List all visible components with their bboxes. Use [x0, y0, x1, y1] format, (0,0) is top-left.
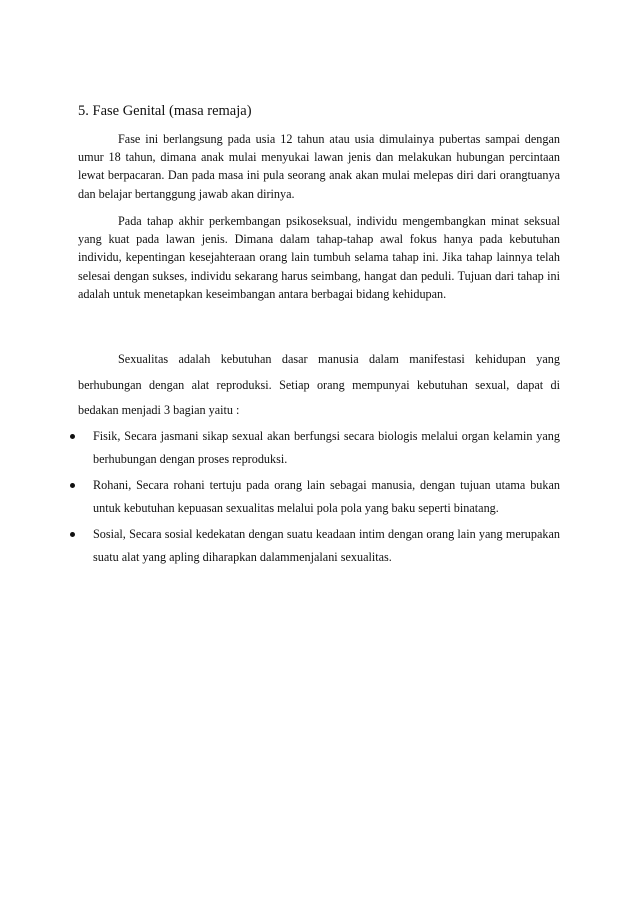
bullet-dot-icon	[70, 532, 75, 537]
bullet-item-rohani	[70, 474, 560, 520]
bullet-text: Sosial, Secara sosial kedekatan dengan suatu keadaan intim dengan orang lain yang merupakan suatu alat yang apling diharapkan dalammenjalani sexualitas.	[93, 527, 560, 564]
bullet-dot-icon	[70, 434, 75, 439]
section-heading: 5. Fase Genital (masa remaja)	[78, 103, 252, 119]
bullet-text: Rohani, Secara rohani tertuju pada orang lain sebagai manusia, dengan tujuan utama bukan untuk kebutuhan kepuasan sexualitas melalui pola pola yang baku seperti binatang.	[93, 478, 560, 515]
bullet-item-fisik	[70, 425, 560, 471]
bullet-dot-icon	[70, 483, 75, 488]
bullet-item-sosial	[70, 523, 560, 569]
paragraph-tahap-akhir: Pada tahap akhir perkembangan psikoseksual, individu mengembangkan minat seksual yang kuat pada lawan jenis. Dimana dalam tahap-tahap awal fokus hanya pada kebutuhan individu, kepentingan kesejahteraan orang lain tumbuh selama tahap ini. Jika tahap lainnya telah selesai dengan sukses, individu sekarang harus seimbang, hangat dan peduli. Tujuan dari tahap ini adalah untuk menetapkan keseimbangan antara berbagai bidang kehidupan.	[78, 214, 560, 301]
paragraph-fase-genital: Fase ini berlangsung pada usia 12 tahun atau usia dimulainya pubertas sampai dengan umur 18 tahun, dimana anak mulai menyukai lawan jenis dan melakukan hubungan percintaan lewat berpacaran. Dan pada masa ini pula seorang anak akan mulai melepas diri dari orangtuanya dan belajar bertanggung jawab akan dirinya.	[78, 132, 560, 201]
bullet-list	[70, 425, 560, 572]
bullet-text: Fisik, Secara jasmani sikap sexual akan berfungsi secara biologis melalui organ kelamin yang berhubungan dengan proses reproduksi.	[93, 429, 560, 466]
paragraph-sexualitas: Sexualitas adalah kebutuhan dasar manusia dalam manifestasi kehidupan yang berhubungan dengan alat reproduksi. Setiap orang mempunyai kebutuhan sexual, dapat di bedakan menjadi 3 bagian yaitu :	[78, 352, 560, 417]
